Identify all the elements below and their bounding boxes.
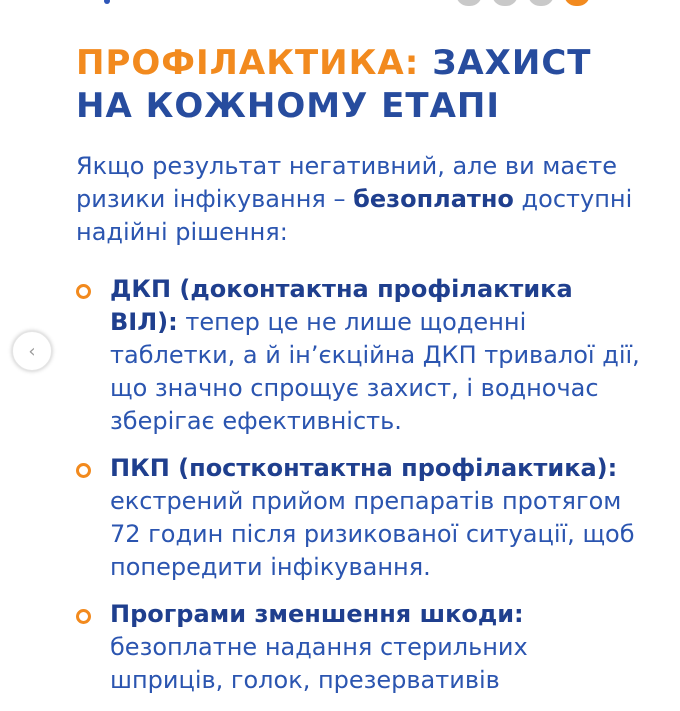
previous-slide-button[interactable] xyxy=(12,331,52,371)
slide-content xyxy=(76,42,646,711)
carousel-dot-active[interactable] xyxy=(564,0,590,6)
bullet-circle-icon xyxy=(76,463,91,478)
chevron-left-icon: ‹ xyxy=(28,340,36,362)
item-heading: ДКП (доконтактна профілактика ВІЛ): xyxy=(110,275,573,336)
intro-tail: доступні надійні рішення: xyxy=(76,185,633,246)
bullet-circle-icon xyxy=(76,609,91,624)
item-text: тепер це не лише щоденні таблетки, а й ін’єкційна ДКП тривалої дії, що значно спрощує захист, і водночас зберігає ефективність. xyxy=(110,308,640,435)
list-item xyxy=(76,598,646,697)
carousel-dot[interactable] xyxy=(456,0,482,6)
intro-bold: безоплатно xyxy=(353,185,514,213)
carousel-dot[interactable] xyxy=(528,0,554,6)
item-text: екстрений прийом препаратів протягом 72 годин після ризикованої ситуації, щоб попередити інфікування. xyxy=(110,487,635,581)
list-item xyxy=(76,273,646,438)
prevention-list xyxy=(76,273,646,697)
slide-title xyxy=(76,42,646,128)
item-heading: ПКП (постконтактна профілактика): xyxy=(110,454,618,482)
intro-lead: Якщо результат негативний, але ви маєте ризики інфікування – xyxy=(76,152,618,213)
item-heading: Програми зменшення шкоди: xyxy=(110,600,524,628)
intro-paragraph xyxy=(76,150,646,249)
bullet-circle-icon xyxy=(76,284,91,299)
brand-mark xyxy=(104,0,110,4)
list-item xyxy=(76,452,646,584)
carousel-dot[interactable] xyxy=(492,0,518,6)
title-rest: ЗАХИСТ НА КОЖНОМУ ЕТАПІ xyxy=(76,43,592,126)
title-highlight: ПРОФІЛАКТИКА: xyxy=(76,43,420,83)
carousel-indicators xyxy=(456,0,590,6)
item-text: безоплатне надання стерильних шприців, голок, презервативів xyxy=(110,633,528,694)
